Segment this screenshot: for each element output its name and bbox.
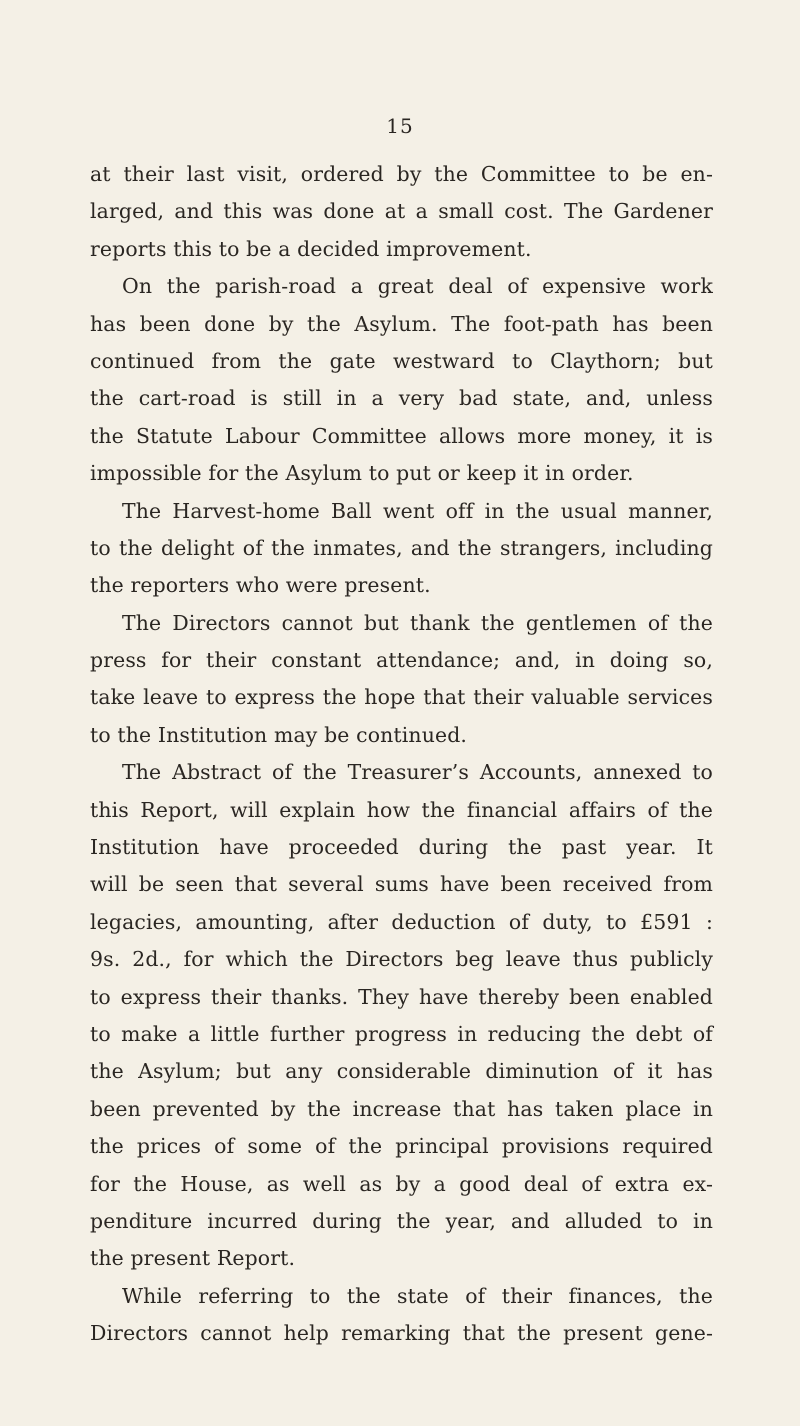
text-line: to the delight of the inmates, and the strangers, including xyxy=(90,535,713,560)
text-line: for the House, as well as by a good deal of extra ex- xyxy=(90,1171,713,1196)
text-line: to the Institution may be continued. xyxy=(90,722,468,747)
text-line: to express their thanks. They have thereby been enabled xyxy=(90,984,713,1009)
text-line: the prices of some of the principal provisions required xyxy=(90,1134,713,1159)
text-line: the present Report. xyxy=(90,1246,296,1271)
text-line: The Abstract of the Treasurer’s Accounts, annexed to xyxy=(122,760,713,785)
text-line: The Directors cannot but thank the gentlemen of the xyxy=(122,610,713,635)
text-line: impossible for the Asylum to put or keep it in order. xyxy=(90,461,634,486)
text-line: take leave to express the hope that their valuable services xyxy=(90,685,713,710)
body-text xyxy=(90,156,713,1353)
text-line: On the parish-road a great deal of expensive work xyxy=(122,274,713,299)
text-line: been prevented by the increase that has taken place in xyxy=(90,1096,713,1121)
text-line: the reporters who were present. xyxy=(90,573,431,598)
text-line: has been done by the Asylum. The foot-path has been xyxy=(90,311,713,336)
text-line: this Report, will explain how the financial affairs of the xyxy=(90,797,713,822)
text-line: larged, and this was done at a small cost. The Gardener xyxy=(90,199,713,224)
text-line: penditure incurred during the year, and alluded to in xyxy=(90,1208,713,1233)
text-line: While referring to the state of their finances, the xyxy=(122,1283,713,1308)
text-line: the cart-road is still in a very bad state, and, unless xyxy=(90,386,713,411)
text-line: legacies, amounting, after deduction of duty, to £591 : xyxy=(90,909,713,934)
text-line: reports this to be a decided improvement. xyxy=(90,236,532,261)
text-line: 9s. 2d., for which the Directors beg leave thus publicly xyxy=(90,947,713,972)
text-line: the Asylum; but any considerable diminution of it has xyxy=(90,1059,713,1084)
text-line: press for their constant attendance; and, in doing so, xyxy=(90,648,713,673)
text-line: the Statute Labour Committee allows more money, it is xyxy=(90,423,713,448)
text-line: to make a little further progress in reducing the debt of xyxy=(90,1021,713,1046)
text-line: at their last visit, ordered by the Committee to be en- xyxy=(90,162,713,186)
page-number: 15 xyxy=(386,114,414,138)
text-line: will be seen that several sums have been received from xyxy=(90,872,713,897)
text-line: The Harvest-home Ball went off in the usual manner, xyxy=(122,498,713,523)
text-line: Directors cannot help remarking that the present gene- xyxy=(90,1321,713,1346)
text-line: continued from the gate westward to Claythorn; but xyxy=(90,348,713,373)
text-line: Institution have proceeded during the past year. It xyxy=(90,835,713,860)
